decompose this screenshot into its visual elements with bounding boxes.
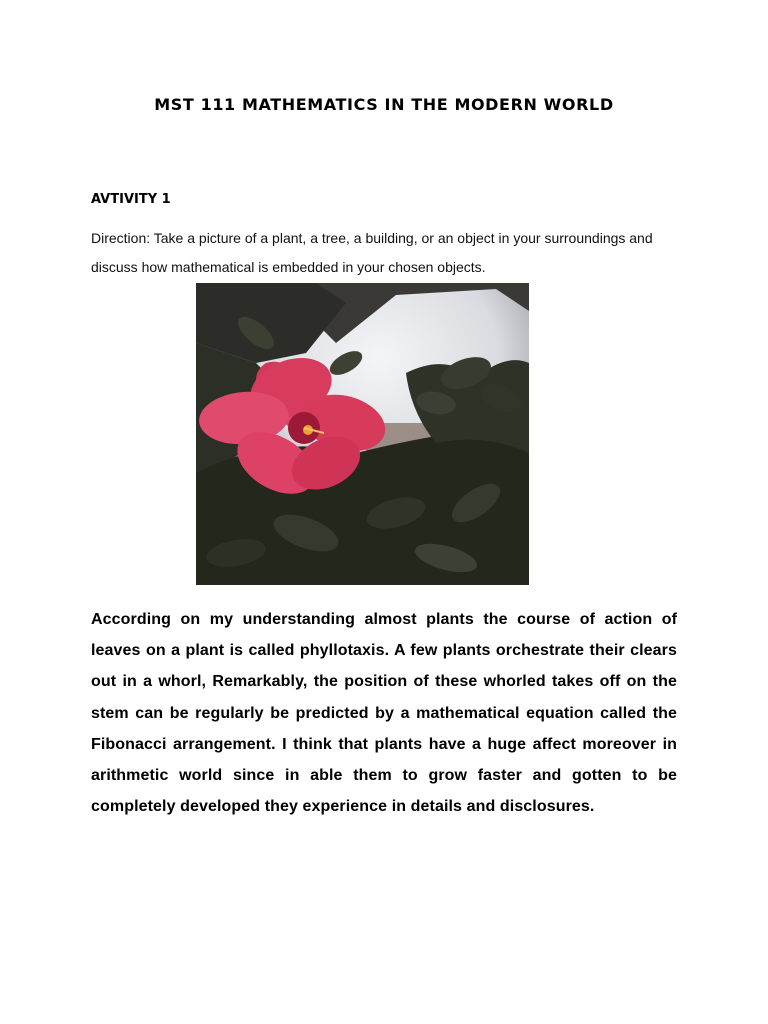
direction-text: Direction: Take a picture of a plant, a tree, a building, or an object in your surroundings and discuss how mathematical is embedded in your chosen objects.: [91, 230, 653, 275]
page-title: MST 111 MATHEMATICS IN THE MODERN WORLD: [154, 95, 614, 114]
body-paragraph: According on my understanding almost plants the course of action of leaves on a plant is called phyllotaxis. A few plants orchestrate their clears out in a whorl, Remarkably, the position of these whorled takes off on the stem can be regularly be predicted by a mathematical equation called the Fibonacci arrangement. I think that plants have a huge affect moreover in arithmetic world since in able them to grow faster and gotten to be completely developed they experience in details and disclosures.: [91, 611, 677, 816]
activity-heading: AVTIVITY 1: [91, 192, 171, 207]
hibiscus-illustration: [196, 283, 529, 585]
hibiscus-photo: [196, 283, 529, 585]
